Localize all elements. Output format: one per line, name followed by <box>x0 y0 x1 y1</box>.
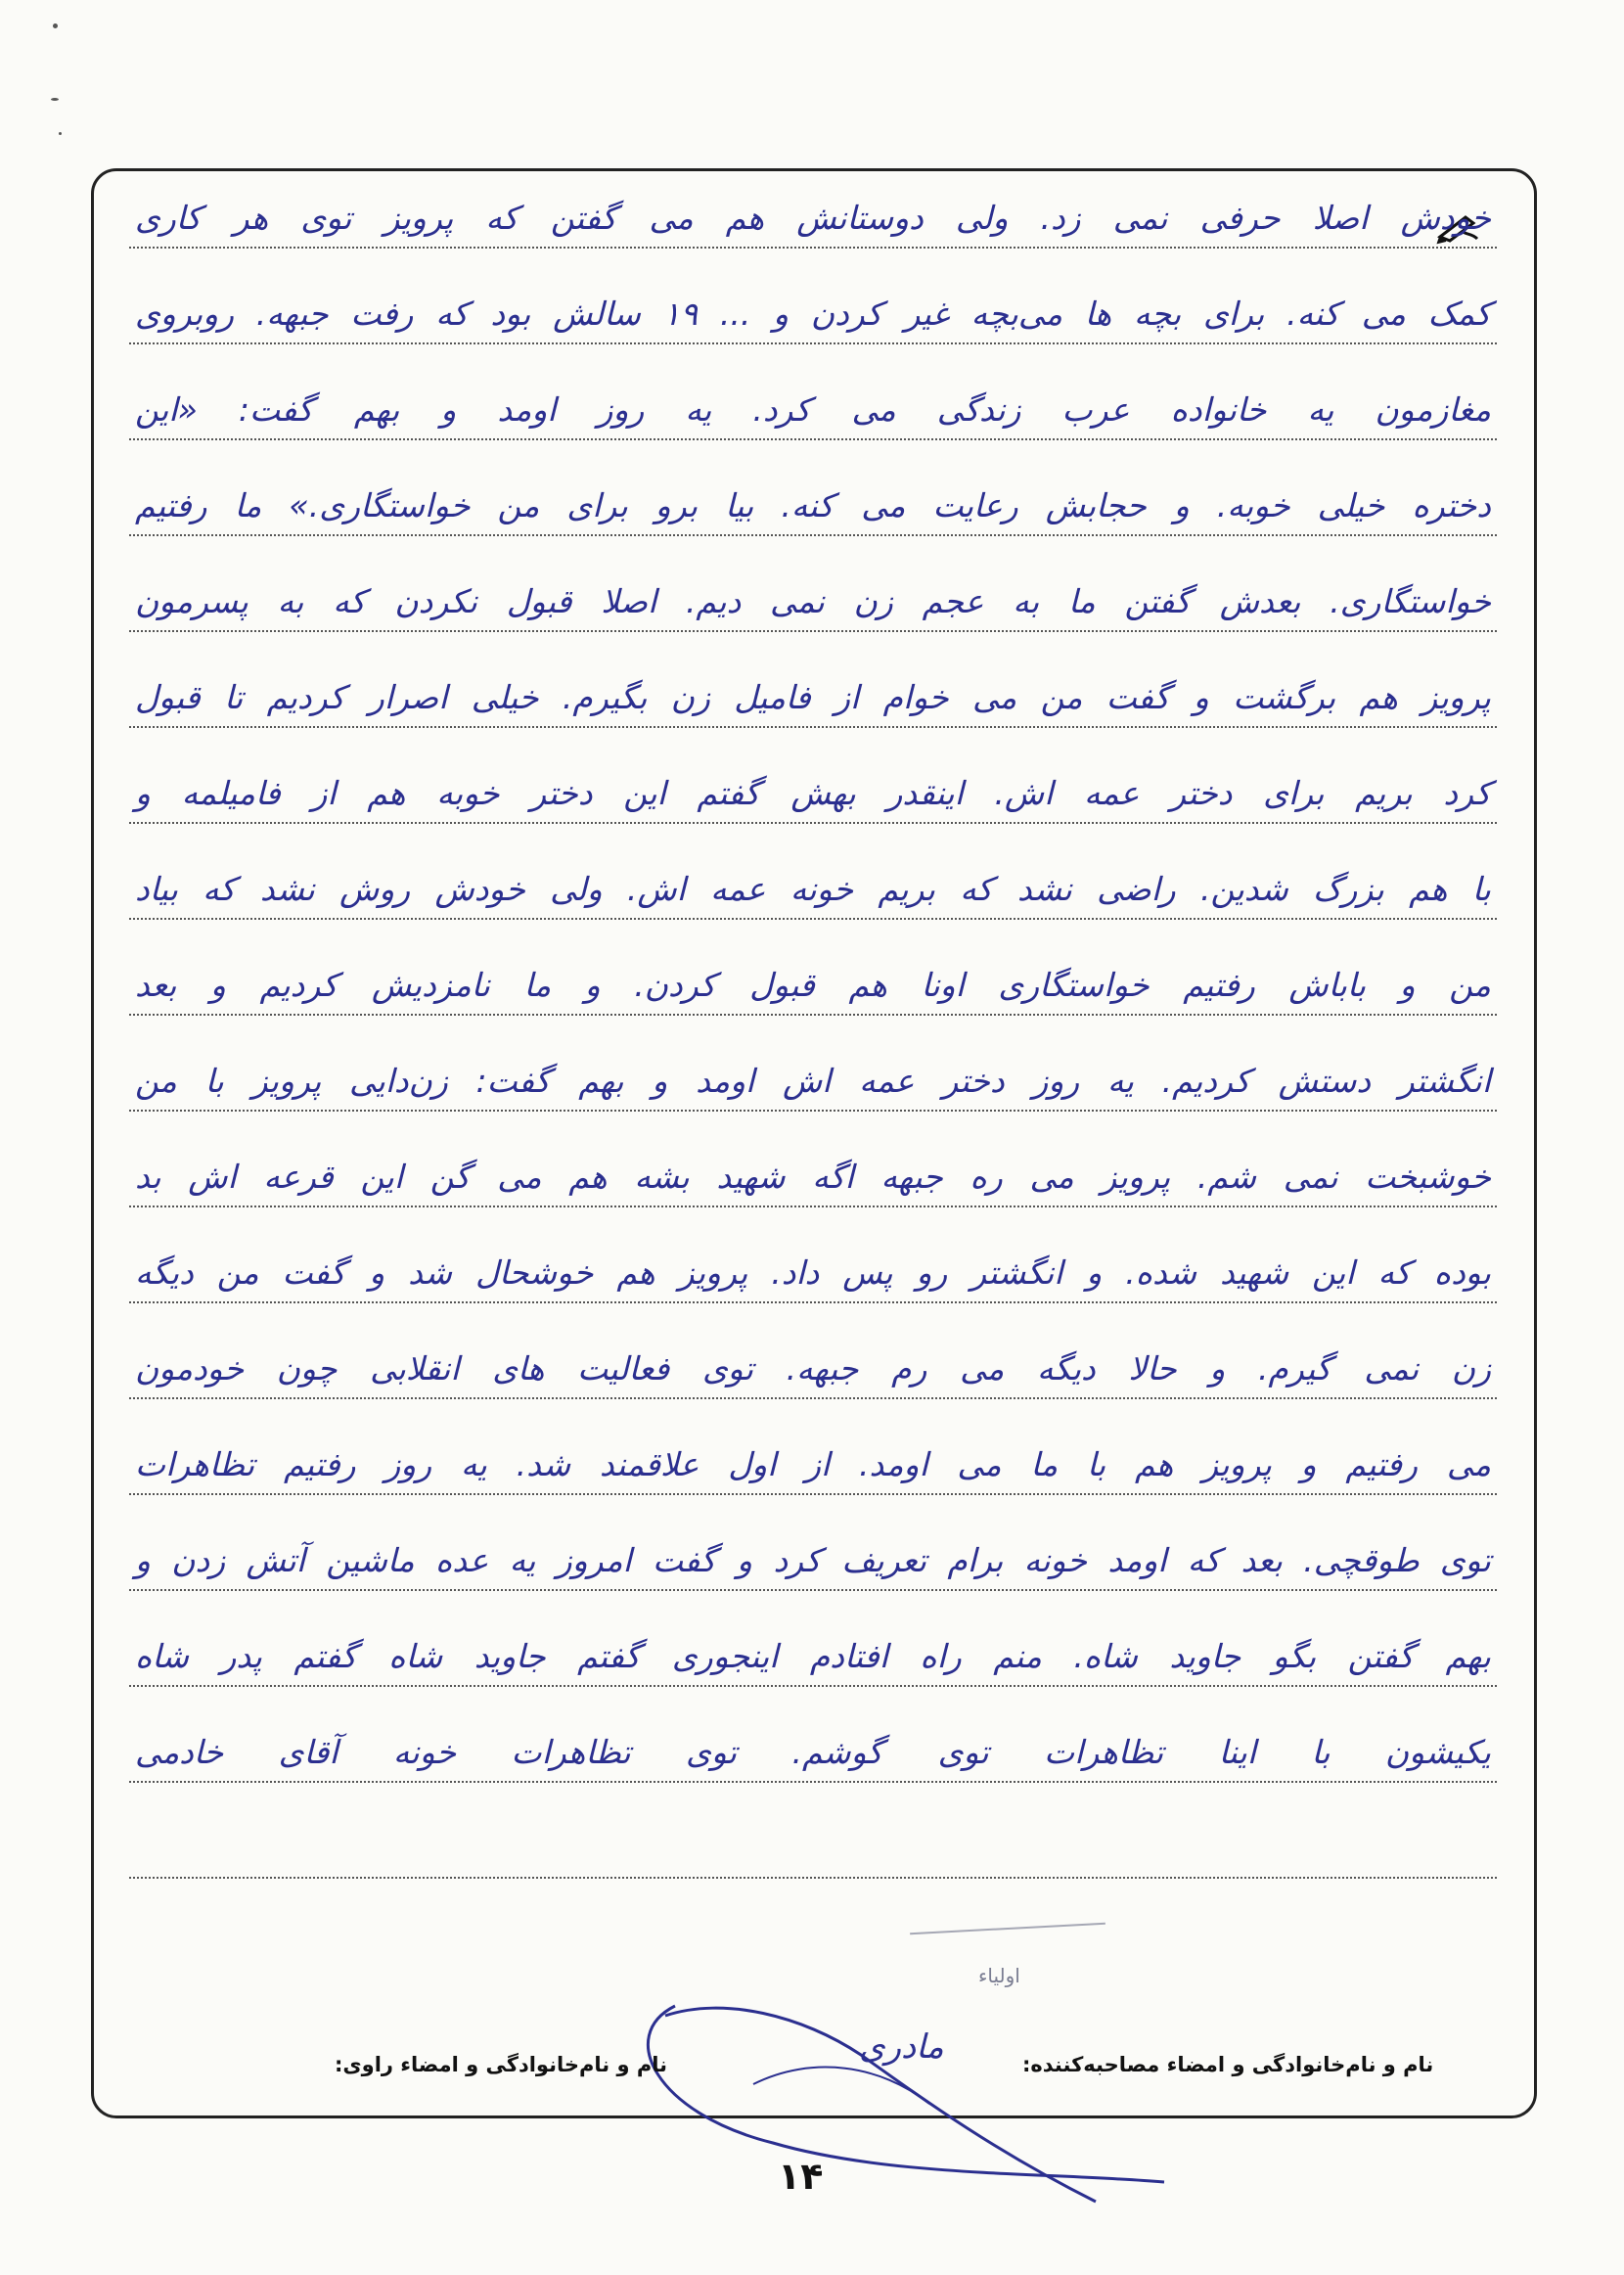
paper-speck <box>53 23 58 28</box>
handwritten-line: با هم بزرگ شدین. راضی نشد که بریم خونه عمه اش. ولی خودش روش نشد که بیاد <box>135 870 1491 908</box>
paper-speck <box>51 98 59 101</box>
ruled-line <box>129 1493 1497 1495</box>
ruled-line <box>129 438 1497 440</box>
ruled-line <box>129 726 1497 728</box>
handwritten-line: من و باباش رفتیم خواستگاری اونا هم قبول کردن. و ما نامزدیش کردیم و بعد <box>135 966 1491 1004</box>
ruled-line <box>129 1014 1497 1016</box>
handwritten-line: خودش اصلا حرفی نمی زد. ولی دوستانش هم می گفتن که پرویز توی هر کاری <box>135 199 1491 237</box>
ruled-line <box>129 630 1497 632</box>
ruled-line <box>129 1589 1497 1591</box>
handwritten-line: بهم گفتن بگو جاوید شاه. منم راه افتادم اینجوری گفتم جاوید شاه گفتم پدر شاه <box>135 1637 1491 1675</box>
ruled-line <box>129 247 1497 249</box>
handwritten-line: دختره خیلی خوبه. و حجابش رعایت می کنه. بیا برو برای من خواستگاری.» ما رفتیم <box>135 486 1491 524</box>
signature-name: مادری <box>859 2027 944 2067</box>
footer-interviewer-label: نام و نام‌خانوادگی و امضاء مصاحبه‌کننده: <box>1022 2053 1434 2076</box>
handwritten-line: بوده که این شهید شده. و انگشتر رو پس داد. پرویز هم خوشحال شد و گفت من دیگه <box>135 1253 1491 1292</box>
ruled-line <box>129 1206 1497 1207</box>
handwritten-line: کرد بریم برای دختر عمه اش. اینقدر بهش گفتم این دختر خوبه هم از فامیلمه و <box>135 774 1491 812</box>
ruled-line <box>129 1685 1497 1687</box>
handwritten-line: خوشبخت نمی شم. پرویز می ره جبهه اگه شهید بشه هم می گن این قرعه اش بد <box>135 1158 1491 1196</box>
ruled-line <box>129 1397 1497 1399</box>
handwritten-line: زن نمی گیرم. و حالا دیگه می رم جبهه. توی فعالیت های انقلابی چون خودمون <box>135 1349 1491 1388</box>
handwritten-line: انگشتر دستش کردیم. یه روز دختر عمه اش اومد و بهم گفت: زن‌دایی پرویز با من <box>135 1062 1491 1100</box>
ruled-line <box>129 1301 1497 1303</box>
ruled-line <box>129 534 1497 536</box>
handwritten-line: خواستگاری. بعدش گفتن ما به عجم زن نمی دیم. اصلا قبول نکردن که به پسرمون <box>135 582 1491 620</box>
ruled-line <box>129 342 1497 344</box>
ruled-line <box>129 918 1497 920</box>
handwritten-line: پرویز هم برگشت و گفت من می خوام از فامیل زن بگیرم. خیلی اصرار کردیم تا قبول <box>135 678 1491 716</box>
small-note: اولیاء <box>978 1964 1020 1987</box>
handwritten-body <box>129 147 1497 2006</box>
ruled-line <box>129 1877 1497 1879</box>
handwritten-line: می رفتیم و پرویز هم با ما می اومد. از اول علاقمند شد. یه روز رفتیم تظاهرات <box>135 1445 1491 1483</box>
paper-speck <box>59 132 62 135</box>
page-number: ۱۴ <box>778 2155 824 2198</box>
handwritten-line: یکیشون با اینا تظاهرات توی گوشم. توی تظاهرات خونه آقای خادمی <box>135 1733 1491 1771</box>
handwritten-line: کمک می کنه. برای بچه ها می‌بچه غیر کردن و ... ۱۹ سالش بود که رفت جبهه. روبروی <box>135 295 1491 333</box>
handwritten-line: توی طوقچی. بعد که اومد خونه برام تعریف کرد و گفت امروز یه عده ماشین آتش زدن و <box>135 1541 1491 1579</box>
handwritten-line: مغازمون یه خانواده عرب زندگی می کرد. یه روز اومد و بهم گفت: «این <box>135 390 1491 429</box>
footer-narrator-label: نام و نام‌خانوادگی و امضاء راوی: <box>335 2053 667 2076</box>
ruled-line <box>129 1781 1497 1783</box>
ruled-line <box>129 1110 1497 1112</box>
ruled-line <box>129 822 1497 824</box>
